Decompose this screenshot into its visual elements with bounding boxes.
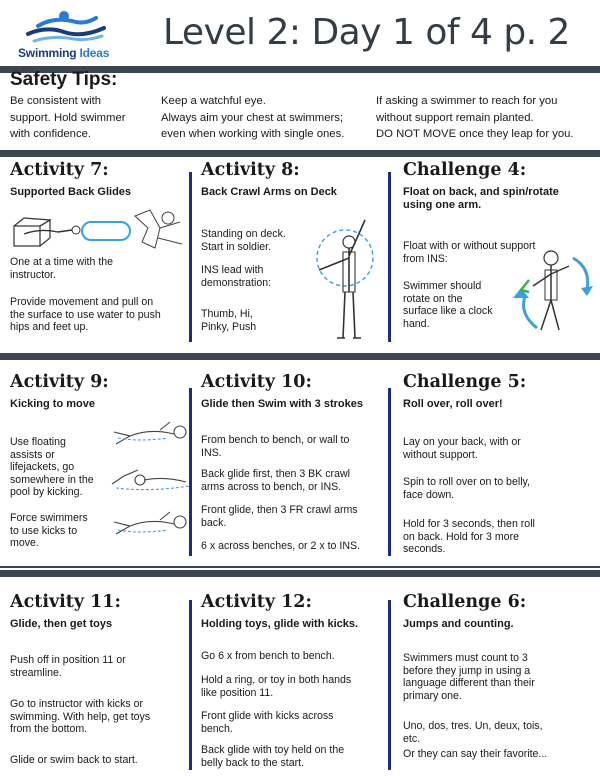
safety-tip-3: If asking a swimmer to reach for you without support remain planted. DO NOT MOVE once they leap for you. [376,95,574,140]
safety-tip-1: Be consistent with support. Hold swimmer with confidence. [10,95,126,140]
activity-9-card [10,372,185,549]
activity-10-text-3: Front glide, then 3 FR crawl arms back. [201,504,358,529]
logo-text: Swimming Ideas [18,46,110,60]
challenge-6-title: Challenge 6: [403,592,527,612]
challenge-4-text-1: Float with or without support from INS: [403,240,536,265]
activity-9-text-2: Force swimmers to use kicks to move. [10,512,88,549]
challenge-4-card [403,160,593,330]
challenge-5-text-3: Hold for 3 seconds, then roll on back. Hold for 3 more seconds. [403,518,535,555]
activity-7-title: Activity 7: [10,160,109,180]
back-glide-illustration [10,208,190,258]
activity-8-title: Activity 8: [201,160,300,180]
page-title: Level 2: Day 1 of 4 p. 2 [163,12,570,53]
activity-7-card [10,160,185,333]
section-divider-1 [0,150,600,157]
activity-7-text-1: One at a time with the instructor. [10,256,114,281]
challenge-4-subtitle: Float on back, and spin/rotate using one arm. [403,186,559,211]
divider-bar [189,600,192,770]
challenge-6-text-2: Uno, dos, tres. Un, deux, tois, etc. [403,720,543,745]
challenge-6-card [403,592,593,760]
activity-9-text-1: Use floating assists or lifejackets, go somewhere in the pool by kicking. [10,436,94,498]
challenge-5-title: Challenge 5: [403,372,527,392]
activity-11-card [10,592,185,766]
activity-9-title: Activity 9: [10,372,109,392]
challenge-5-text-1: Lay on your back, with or without support. [403,436,521,461]
activity-8-card [201,160,381,333]
activity-11-title: Activity 11: [10,592,121,612]
challenge-6-text-1: Swimmers must count to 3 before they jump in using a language different than their primary one. [403,652,535,702]
challenge-4-text-2: Swimmer should rotate on the surface like a clock hand. [403,280,493,330]
challenge-6-subtitle: Jumps and counting. [403,618,514,630]
activity-12-text-2: Hold a ring, or toy in both hands like position 11. [201,674,352,699]
activity-11-subtitle: Glide, then get toys [10,618,113,630]
challenge-5-text-2: Spin to roll over on to belly, face down. [403,476,530,501]
activity-10-title: Activity 10: [201,372,312,392]
activity-8-text-3: Thumb, Hi, Pinky, Push [201,308,257,333]
section-divider-3 [0,566,600,568]
activity-11-text-2: Go to instructor with kicks or swimming. With help, get toys from the bottom. [10,698,151,735]
activity-12-text-4: Back glide with toy held on the belly back to the start. [201,744,345,769]
row-1 [0,160,600,350]
safety-heading: Safety Tips: [10,69,118,90]
activity-12-text-3: Front glide with kicks across bench. [201,710,334,735]
standing-arms-illustration [309,212,381,344]
activity-10-subtitle: Glide then Swim with 3 strokes [201,398,363,410]
challenge-6-text-3: Or they can say their favorite... [403,748,548,760]
challenge-5-subtitle: Roll over, roll over! [403,398,503,410]
divider-bar [388,388,391,556]
activity-12-text-1: Go 6 x from bench to bench. [201,650,335,662]
activity-8-subtitle: Back Crawl Arms on Deck [201,186,337,198]
swimmer-logo-icon [24,8,108,44]
rotate-float-illustration [511,246,595,342]
activity-10-card [201,372,383,552]
divider-bar [189,388,192,556]
activity-11-text-1: Push off in position 11 or streamline. [10,654,126,679]
row-2 [0,372,600,562]
section-divider-4 [0,570,600,577]
page-header [0,0,600,68]
activity-7-text-2: Provide movement and pull on the surface to use water to push hips and feet up. [10,296,161,333]
row-3 [0,592,600,776]
activity-11-text-3: Glide or swim back to start. [10,754,138,766]
activity-12-card [201,592,383,769]
section-divider-2 [0,353,600,360]
swimming-ideas-logo [14,8,124,64]
divider-bar [388,172,391,342]
activity-9-subtitle: Kicking to move [10,398,95,410]
activity-10-text-4: 6 x across benches, or 2 x to INS. [201,540,360,552]
divider-bar [189,172,192,342]
safety-tip-2: Keep a watchful eye. Always aim your chest at swimmers; even when working with single ones. [161,95,345,140]
activity-12-subtitle: Holding toys, glide with kicks. [201,618,359,630]
activity-8-text-1: Standing on deck. Start in soldier. [201,228,286,253]
activity-12-title: Activity 12: [201,592,312,612]
challenge-4-title: Challenge 4: [403,160,527,180]
activity-7-subtitle: Supported Back Glides [10,186,132,198]
kicking-swimmers-illustration [110,418,192,548]
activity-8-text-2: INS lead with demonstration: [201,264,272,289]
divider-bar [388,600,391,770]
activity-10-text-1: From bench to bench, or wall to INS. [201,434,350,459]
challenge-5-card [403,372,593,555]
activity-10-text-2: Back glide first, then 3 BK crawl arms across to bench, or INS. [201,468,350,493]
